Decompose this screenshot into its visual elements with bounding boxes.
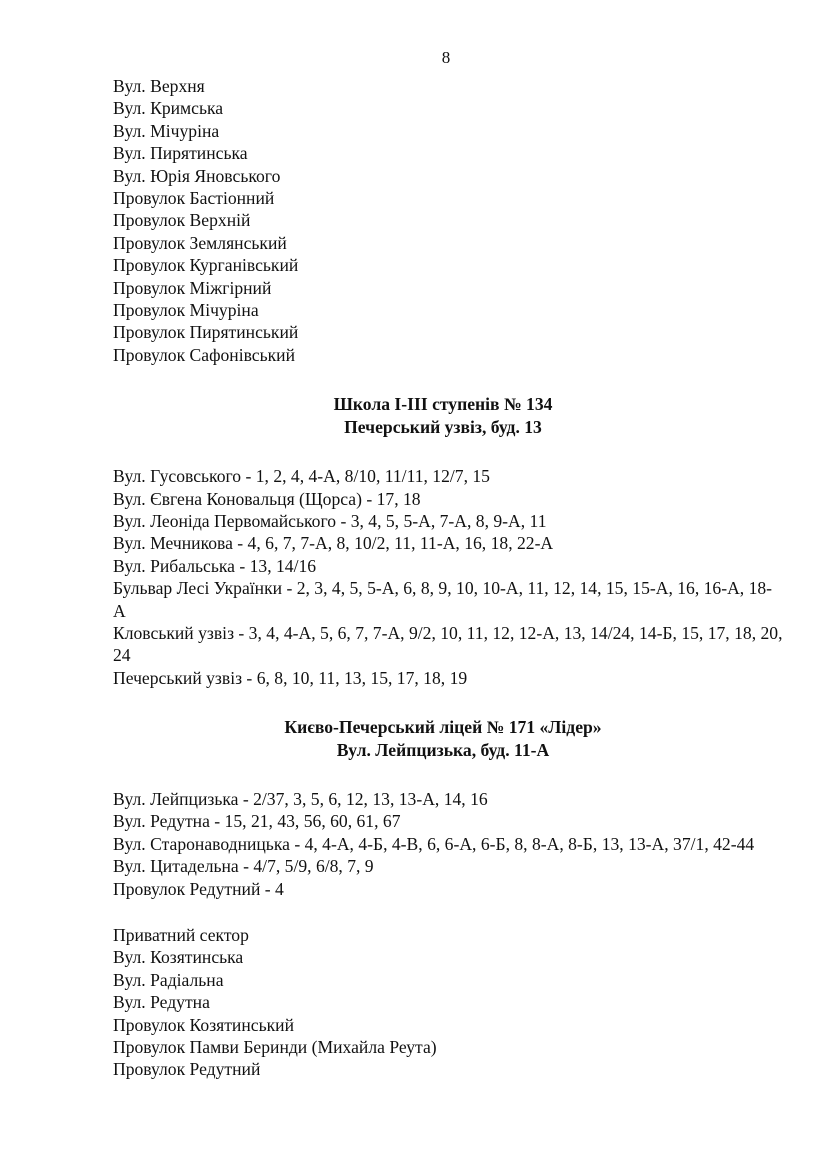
street-line: Печерський узвіз - 6, 8, 10, 11, 13, 15, 17, 18, 19 [113, 667, 468, 688]
street-line: Вул. Мечникова - 4, 6, 7, 7-А, 8, 10/2, 11, 11-А, 16, 18, 22-А [113, 533, 554, 554]
school-134-section [113, 393, 783, 689]
street-line: Вул. Радіальна [113, 969, 224, 990]
street-line: Вул. Верхня [113, 76, 205, 96]
street-line: Провулок Козятинський [113, 1014, 294, 1035]
lyceum-171-address: Вул. Лейпцизька, буд. 11-А [336, 739, 550, 760]
street-line: Вул. Рибальська - 13, 14/16 [113, 555, 317, 576]
street-line: Провулок Міжгірний [113, 277, 272, 298]
street-line: Вул. Редутна - 15, 21, 43, 56, 60, 61, 67 [113, 811, 401, 832]
street-line: Вул. Редутна [113, 992, 210, 1013]
street-line: Провулок Мічуріна [113, 300, 259, 321]
private-sector-list [113, 924, 783, 1081]
street-line: Вул. Лейпцизька - 2/37, 3, 5, 6, 12, 13, 13-А, 14, 16 [113, 788, 488, 809]
street-line: Вул. Євгена Коновальця (Щорса) - 17, 18 [113, 488, 421, 509]
street-line: Бульвар Лесі Українки - 2, 3, 4, 5, 5-А, 6, 8, 9, 10, 10-А, 11, 12, 14, 15, 15-А, 16, 16-А, 18-А [113, 578, 773, 621]
street-line: Вул. Старонаводницька - 4, 4-А, 4-Б, 4-В, 6, 6-А, 6-Б, 8, 8-А, 8-Б, 13, 13-А, 37/1, 42-44 [113, 833, 755, 854]
street-line: Вул. Юрія Яновського [113, 165, 281, 186]
lyceum-171-title: Києво-Печерський ліцей № 171 «Лідер» [284, 717, 602, 738]
document-body [113, 75, 783, 1081]
school-134-title: Школа І-ІІІ ступенів № 134 [333, 394, 553, 415]
street-line: Провулок Бастіонний [113, 188, 275, 209]
street-list-top [113, 75, 783, 366]
street-line: Вул. Леоніда Первомайського - 3, 4, 5, 5-А, 7-А, 8, 9-А, 11 [113, 510, 547, 531]
street-line: Провулок Сафонівський [113, 344, 296, 365]
street-line: Вул. Козятинська [113, 947, 244, 968]
street-line: Кловський узвіз - 3, 4, 4-А, 5, 6, 7, 7-А, 9/2, 10, 11, 12, 12-А, 13, 14/24, 14-Б, 15, 17, 18, 20, 24 [113, 622, 783, 666]
street-line: Провулок Редутний [113, 1059, 261, 1080]
street-line: Провулок Пирятинський [113, 322, 299, 343]
street-line: Провулок Памви Беринди (Михайла Реута) [113, 1037, 437, 1058]
street-line: Вул. Кримська [113, 98, 224, 119]
private-sector-label: Приватний сектор [113, 925, 249, 945]
street-line: Вул. Цитадельна - 4/7, 5/9, 6/8, 7, 9 [113, 856, 374, 877]
street-line: Вул. Пирятинська [113, 143, 248, 164]
street-line: Провулок Курганівський [113, 255, 299, 276]
street-line: Провулок Редутний - 4 [113, 878, 284, 899]
page-number: 8 [441, 48, 451, 67]
lyceum-171-section [113, 716, 783, 1081]
school-134-address: Печерський узвіз, буд. 13 [344, 416, 542, 437]
street-line: Вул. Гусовського - 1, 2, 4, 4-А, 8/10, 11/11, 12/7, 15 [113, 466, 490, 487]
street-line: Вул. Мічуріна [113, 120, 220, 141]
street-line: Провулок Верхній [113, 210, 251, 231]
street-line: Провулок Землянський [113, 232, 287, 253]
